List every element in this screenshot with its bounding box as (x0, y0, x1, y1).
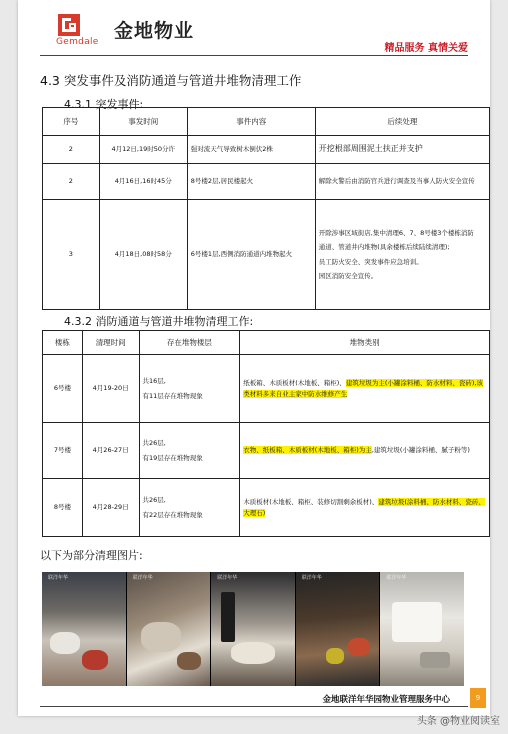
cleanup-photo (380, 572, 464, 686)
category-text: 木质板材(木地板、箱柜、装修切割剩余板材)、 (243, 498, 379, 507)
footer-org-name: 金地联洋年华园物业管理服务中心 (322, 695, 450, 705)
row-time: 4月26-27日 (82, 423, 139, 479)
row-category (240, 355, 490, 423)
row-content: 8号楼2层,居民楼起火 (187, 164, 315, 200)
floors-total: 共26层, (142, 439, 166, 448)
photos-caption: 以下为部分清理图片: (40, 549, 143, 562)
photo-watermark: 联洋年华 (386, 575, 407, 581)
brand-english: Gemdale (56, 37, 99, 47)
row-time: 4月28-29日 (82, 479, 139, 537)
row-building: 8号楼 (43, 479, 83, 537)
follow-line: 员工防火安全、突发事件应急培训。 (318, 257, 423, 266)
cleanup-photo-strip (42, 572, 464, 686)
clearing-table (42, 330, 490, 537)
photo-watermark: 联洋年华 (132, 575, 153, 581)
photo-watermark: 联洋年华 (217, 575, 238, 581)
table-row (43, 164, 490, 200)
cleanup-photo (211, 572, 295, 686)
subsection-clearing: 4.3.2 消防通道与管道井堆物清理工作: (64, 315, 254, 328)
category-highlight: 建筑垃圾(涂料桶、防水材料、瓷砖、大理石) (243, 498, 485, 517)
row-category (240, 479, 490, 537)
footer-divider (40, 706, 468, 707)
row-building: 6号楼 (43, 355, 83, 423)
col-header: 序号 (43, 108, 100, 136)
follow-line: 园区消防安全宣传。 (318, 271, 378, 280)
col-header: 堆物类别 (240, 331, 490, 355)
section-title: 4.3 突发事件及消防通道与管道井堆物清理工作 (40, 73, 302, 88)
col-header: 事发时间 (99, 108, 187, 136)
gemdale-logo-icon (58, 14, 80, 36)
table-header-row (43, 331, 490, 355)
row-category (240, 423, 490, 479)
row-floors (139, 423, 240, 479)
table-header-row (43, 108, 490, 136)
page-number-badge: 9 (470, 688, 486, 708)
row-follow: 开挖根部周围泥土扶正并支护 (315, 136, 489, 164)
brand-name: 金地物业 (114, 20, 195, 42)
cleanup-photo (42, 572, 126, 686)
col-header: 后续处理 (315, 108, 489, 136)
category-text: 纸板箱、木质板材(木地板、箱柜)、 (243, 379, 346, 388)
cleanup-photo (127, 572, 211, 686)
floors-affected: 有19层存在堆物现象 (142, 453, 203, 462)
row-time: 4月16日,16时45分 (99, 164, 187, 200)
col-header: 楼栋 (43, 331, 83, 355)
row-no: 2 (43, 164, 100, 200)
table-row (43, 136, 490, 164)
table-row (43, 479, 490, 537)
header-divider (40, 55, 468, 56)
category-highlight: 建筑垃圾为主(小罐涂料桶、防水材料、瓷砖),该类材料多来自业主家中防水维修产生 (243, 379, 483, 398)
col-header: 存在堆物楼层 (139, 331, 240, 355)
photo-watermark: 联洋年华 (48, 575, 69, 581)
slogan: 精品服务 真情关爱 (384, 43, 468, 54)
document-page (18, 0, 490, 716)
category-text: ,建筑垃圾(小罐涂料桶、腻子粉等) (371, 446, 470, 455)
row-floors (139, 355, 240, 423)
emergency-table (42, 107, 490, 310)
col-header: 事件内容 (187, 108, 315, 136)
table-row (43, 423, 490, 479)
category-highlight: 衣物、纸板箱、木质板材(木地板、箱柜)为主 (243, 446, 372, 455)
row-time: 4月12日,19时50分许 (99, 136, 187, 164)
photo-watermark: 联洋年华 (301, 575, 322, 581)
row-no: 2 (43, 136, 100, 164)
cleanup-photo (296, 572, 380, 686)
row-time: 4月19-20日 (82, 355, 139, 423)
toutiao-watermark: 头条 @物业阅读室 (416, 716, 500, 727)
row-no: 3 (43, 200, 100, 310)
row-content: 6号楼1层,西侧消防通道内堆物起火 (187, 200, 315, 310)
row-time: 4月18日,08时58分 (99, 200, 187, 310)
row-floors (139, 479, 240, 537)
row-content: 强对流天气导致树木倒伏2株 (187, 136, 315, 164)
row-follow: 解除火警后由消防官兵进行调查及当事人防火安全宣传 (315, 164, 489, 200)
table-row (43, 355, 490, 423)
col-header: 清理时间 (82, 331, 139, 355)
follow-line: 通道、管道井内堆物(具余楼栋后续陆续清理); (318, 243, 450, 252)
floors-total: 共26层, (142, 496, 166, 505)
floors-affected: 有22层存在堆物现象 (142, 510, 203, 519)
follow-line: 开除涉事区域街店,集中清理6、7、8号楼3个楼栋消防 (318, 228, 474, 237)
row-follow (315, 200, 489, 310)
floors-affected: 有11层存在堆物现象 (142, 391, 203, 400)
row-building: 7号楼 (43, 423, 83, 479)
subsection-emergency: 4.3.1 突发事件: (64, 98, 144, 111)
table-row (43, 200, 490, 310)
floors-total: 共16层, (142, 377, 166, 386)
